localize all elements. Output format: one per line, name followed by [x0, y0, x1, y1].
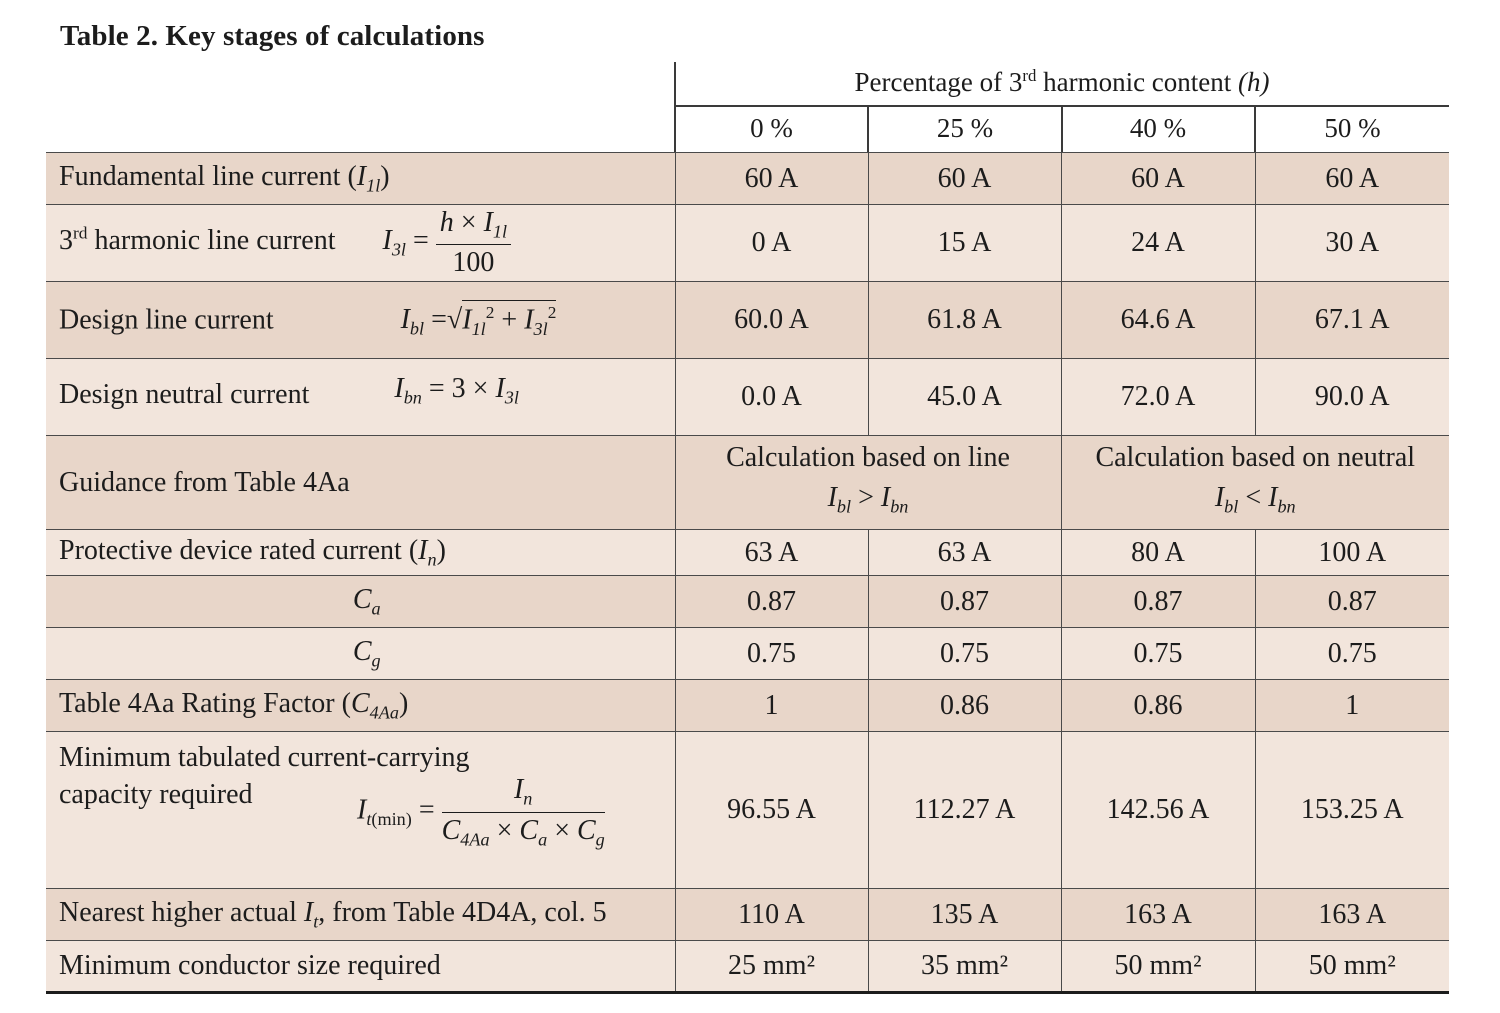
cell: 0.75: [868, 628, 1061, 680]
table-row: [46, 889, 1449, 941]
cell: 30 A: [1255, 205, 1449, 282]
cell: 0 A: [675, 205, 868, 282]
cell: 100 A: [1255, 530, 1449, 576]
cell: 0.75: [675, 628, 868, 680]
cell: 110 A: [675, 889, 868, 941]
table-row: [46, 732, 1449, 889]
design-line-formula: $I_{bl} =√I_{1l}^2 + I_{3l}^2$: [401, 304, 557, 335]
cell: 60 A: [1255, 153, 1449, 205]
design-line-text: Design line current: [59, 304, 274, 336]
col-header-50: 50 %: [1324, 113, 1381, 143]
design-neutral-text: Design neutral current: [59, 379, 310, 411]
col-header-0: 0 %: [750, 113, 793, 143]
cell: 25 mm²: [675, 941, 868, 993]
cell: 60.0 A: [675, 282, 868, 359]
guidance-neutral-cell: [1061, 436, 1449, 530]
row-label-protective: Protective device rated current $(I_n)$: [46, 530, 675, 576]
cell: 45.0 A: [868, 359, 1061, 436]
table-row: [46, 153, 1449, 205]
table-row: [46, 282, 1449, 359]
guidance-neutral-formula: $I_{bl} < I_{bn}$: [1214, 482, 1296, 517]
table-title: Table 2. Key stages of calculations: [60, 20, 485, 52]
cell: 80 A: [1061, 530, 1255, 576]
cell: 90.0 A: [1255, 359, 1449, 436]
cell: 63 A: [675, 530, 868, 576]
row-label-guidance: Guidance from Table 4Aa: [46, 436, 675, 530]
cell: 142.56 A: [1061, 732, 1255, 889]
row-label-cg: $C_g$: [46, 628, 675, 680]
cell: 60 A: [868, 153, 1061, 205]
header-group-label: [676, 66, 1448, 98]
cell: 0.75: [1255, 628, 1449, 680]
min-capacity-formula: $I_{t(min)}$ = $\frac{I_n}{C_{4Aa} \times C_a \times C_g}$: [357, 774, 605, 850]
cell: 67.1 A: [1255, 282, 1449, 359]
row-label-fundamental: Fundamental line current $(I_{1l})$: [46, 153, 675, 205]
guidance-neutral-text: Calculation based on neutral: [1095, 442, 1416, 474]
cell: 15 A: [868, 205, 1061, 282]
cell: 0.86: [868, 680, 1061, 732]
cell: 60 A: [675, 153, 868, 205]
third-harmonic-formula: $I_{3l}$ = $\frac{h \times I_{1l}}{100}$: [382, 225, 511, 256]
col-header-40: 40 %: [1129, 113, 1187, 143]
cell: 1: [675, 680, 868, 732]
cell: 96.55 A: [675, 732, 868, 889]
calculation-table: [46, 152, 1449, 994]
min-capacity-line2: capacity required: [59, 779, 253, 810]
row-label-third-harmonic: [46, 205, 675, 282]
cell: 72.0 A: [1061, 359, 1255, 436]
cell: 61.8 A: [868, 282, 1061, 359]
guidance-line-formula: $I_{bl} > I_{bn}$: [827, 482, 909, 517]
table-row: [46, 359, 1449, 436]
row-label-ca: $C_a$: [46, 576, 675, 628]
cell: 24 A: [1061, 205, 1255, 282]
cell: 1: [1255, 680, 1449, 732]
table-row: [46, 205, 1449, 282]
row-label-min-conductor: Minimum conductor size required: [46, 941, 675, 993]
row-label-rating-factor: Table 4Aa Rating Factor $(C_{4Aa})$: [46, 680, 675, 732]
row-label-design-neutral: [46, 359, 675, 436]
cell: 50 mm²: [1061, 941, 1255, 993]
row-label-nearest: Nearest higher actual $I_t$, from Table 4D4A, col. 5: [46, 889, 675, 941]
header-group-text: Percentage of 3rd harmonic content (h): [854, 66, 1270, 97]
table-row: [46, 576, 1449, 628]
cell: 35 mm²: [868, 941, 1061, 993]
col-header-25: 25 %: [936, 113, 994, 143]
row-label-min-capacity: [46, 732, 675, 889]
min-capacity-line1: Minimum tabulated current-carrying: [59, 742, 470, 773]
cell: 0.86: [1061, 680, 1255, 732]
cell: 0.87: [868, 576, 1061, 628]
cell: 0.75: [1061, 628, 1255, 680]
design-neutral-formula: $I_{bn} = 3 \times I_{3l}$: [394, 373, 519, 408]
cell: 0.0 A: [675, 359, 868, 436]
cell: 63 A: [868, 530, 1061, 576]
table-row: [46, 530, 1449, 576]
table-row: [46, 941, 1449, 993]
guidance-line-text: Calculation based on line: [726, 442, 1010, 474]
cell: 50 mm²: [1255, 941, 1449, 993]
cell: 112.27 A: [868, 732, 1061, 889]
guidance-line-cell: [675, 436, 1061, 530]
table-row: [46, 436, 1449, 530]
table-row: [46, 680, 1449, 732]
cell: 0.87: [1061, 576, 1255, 628]
table-row: [46, 628, 1449, 680]
cell: 163 A: [1255, 889, 1449, 941]
cell: 0.87: [675, 576, 868, 628]
cell: 153.25 A: [1255, 732, 1449, 889]
cell: 60 A: [1061, 153, 1255, 205]
third-harmonic-text: 3rd harmonic line current: [59, 224, 336, 257]
row-label-design-line: [46, 282, 675, 359]
cell: 135 A: [868, 889, 1061, 941]
cell: 64.6 A: [1061, 282, 1255, 359]
cell: 0.87: [1255, 576, 1449, 628]
cell: 163 A: [1061, 889, 1255, 941]
